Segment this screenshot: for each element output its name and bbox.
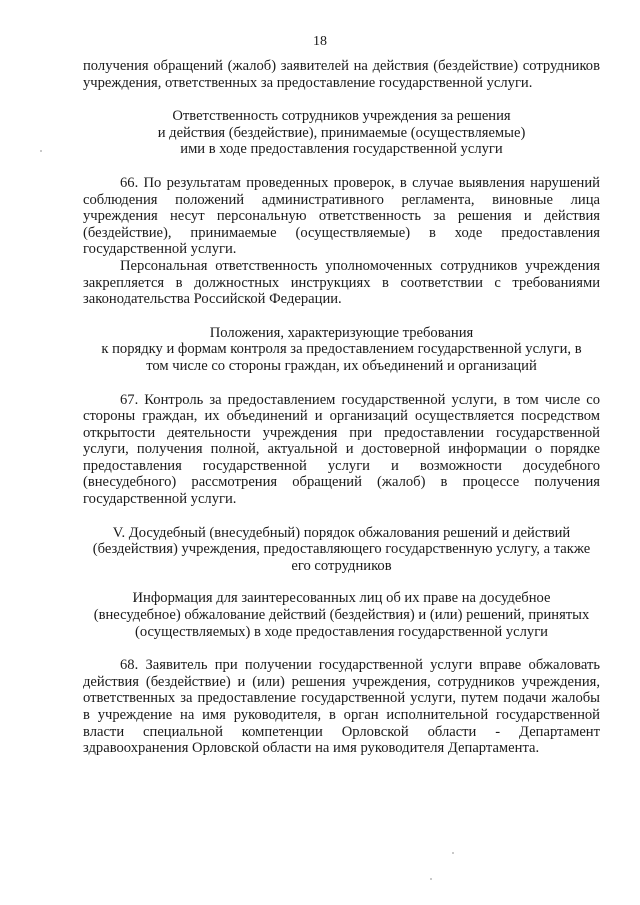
heading-line: к порядку и формам контроля за предоставлением государственной услуги, в bbox=[101, 341, 582, 358]
paragraph-68: 68. Заявитель при получении государственной услуги вправе обжаловать действия (бездействие) и (или) решения учреждения, сотрудников учреждения, ответственных за предоставление государственной услуги, путем подачи жалобы в учреждение на имя руководителя, в орган исполнительной государственной власти специальной компетенции Орловской области - Департамент здравоохранения Орловской области на имя руководителя Департамента. bbox=[83, 657, 600, 757]
paragraph-personal-responsibility: Персональная ответственность уполномоченных сотрудников учреждения закрепляется в должностных инструкциях в соответствии с требованиями законодательства Российской Федерации. bbox=[83, 257, 600, 308]
section-heading-control-requirements bbox=[83, 325, 600, 375]
section-heading-appeal-info bbox=[83, 590, 600, 640]
heading-line: (внесудебное) обжалование действий (бездействия) и (или) решений, принятых bbox=[93, 607, 590, 624]
scan-speck bbox=[40, 150, 42, 152]
heading-line: Ответственность сотрудников учреждения за решения bbox=[172, 108, 511, 125]
heading-line: Информация для заинтересованных лиц об их праве на досудебное bbox=[132, 590, 551, 607]
scan-speck bbox=[430, 878, 432, 880]
paragraph-67: 67. Контроль за предоставлением государственной услуги, в том числе со стороны граждан, их объединений и организаций осуществляется посредством открытости деятельности учреждения при предоставлении государственной услуги, получения полной, актуальной и достоверной информации о порядке предоставления государственной услуги и возможности досудебного (внесудебного) рассмотрения обращений (жалоб) в процессе получения государственной услуги. bbox=[83, 391, 600, 508]
document-body bbox=[83, 58, 600, 757]
heading-line: (бездействия) учреждения, предоставляющего государственную услугу, а также bbox=[92, 541, 591, 558]
scan-speck bbox=[452, 852, 454, 854]
heading-line: том числе со стороны граждан, их объединений и организаций bbox=[146, 357, 537, 374]
section-heading-responsibility bbox=[83, 108, 600, 158]
heading-line: (осуществляемых) в ходе предоставления государственной услуги bbox=[135, 623, 548, 640]
heading-line: V. Досудебный (внесудебный) порядок обжалования решений и действий bbox=[112, 524, 571, 541]
heading-line: его сотрудников bbox=[291, 557, 392, 574]
heading-line: Положения, характеризующие требования bbox=[209, 324, 474, 341]
chapter-heading-v bbox=[83, 525, 600, 575]
heading-line: и действия (бездействие), принимаемые (осуществляемые) bbox=[157, 124, 526, 141]
paragraph-66: 66. По результатам проведенных проверок, в случае выявления нарушений соблюдения положений административного регламента, виновные лица учреждения несут персональную ответственность за решения и действия (бездействие), принимаемые (осуществляемые) в ходе предоставления государственной услуги. bbox=[83, 174, 600, 258]
page-number: 18 bbox=[313, 34, 327, 49]
heading-line: ими в ходе предоставления государственной услуги bbox=[180, 141, 503, 158]
paragraph-continuation: получения обращений (жалоб) заявителей на действия (бездействие) сотрудников учреждения, ответственных за предоставление государственной услуги. bbox=[83, 58, 600, 91]
